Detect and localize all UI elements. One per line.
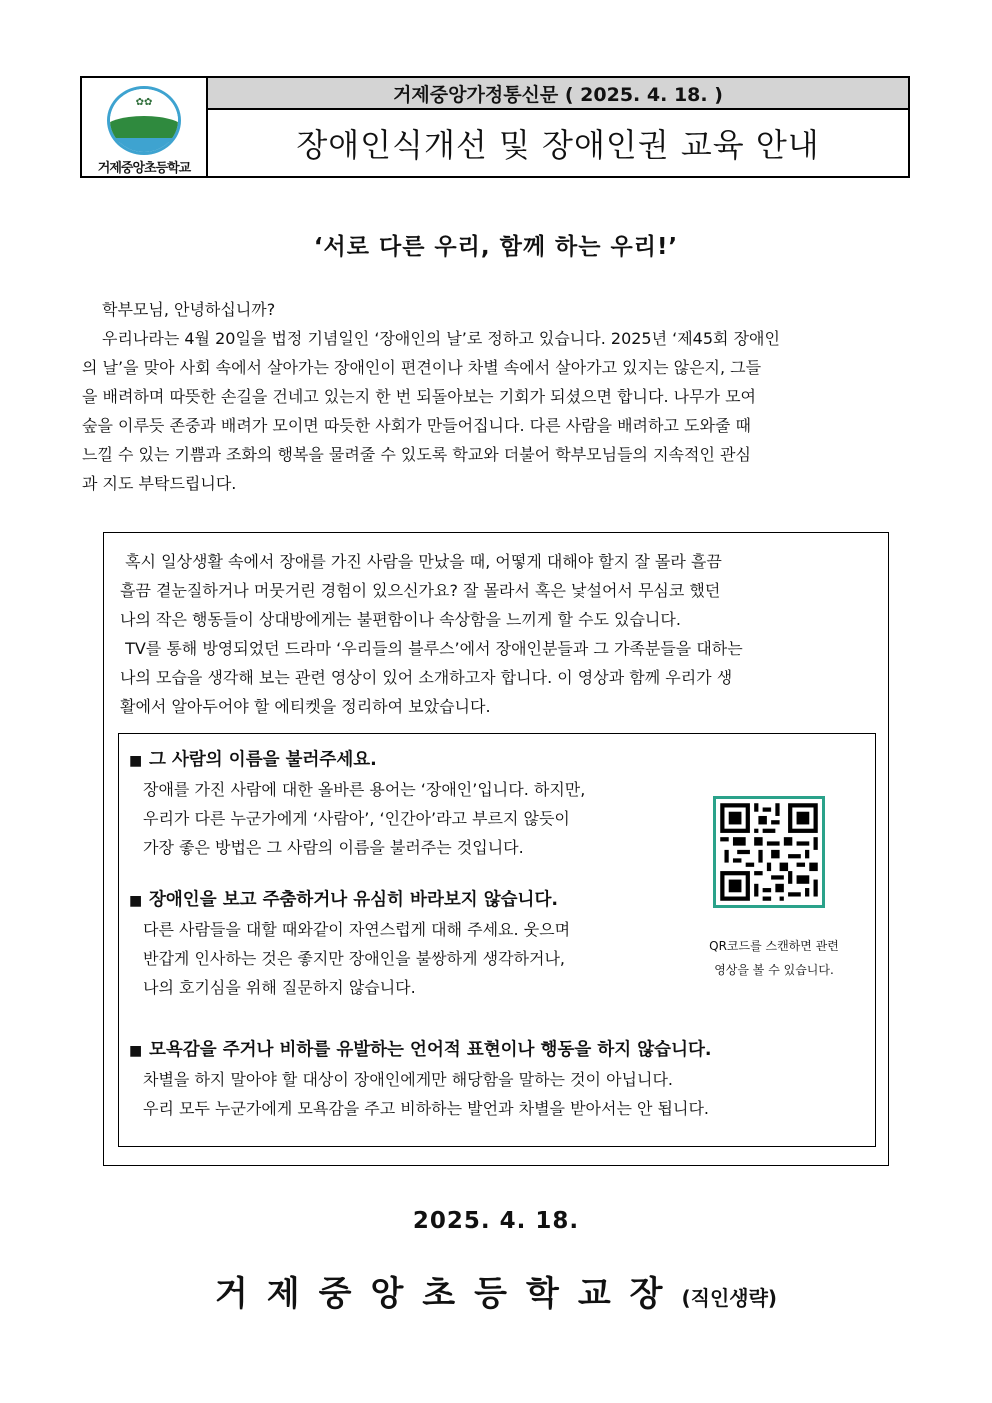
issue-date: 2025. 4. 18. (412, 1208, 580, 1234)
school-name-label: 거제중앙초등학교 (97, 161, 191, 176)
title-cell (208, 78, 908, 176)
page-title: 장애인식개선 및 장애인권 교육 안내 (296, 126, 820, 164)
greeting-line: 의 날’을 맞아 사회 속에서 살아가는 장애인이 편견이나 차별 속에서 살아가고 있지는 않은지, 그들 (82, 358, 762, 377)
intro-line: 혹시 일상생활 속에서 장애를 가진 사람을 만났을 때, 어떻게 대해야 할지 잘 몰라 흘끔 (120, 552, 722, 571)
qr-caption (679, 934, 869, 982)
intro-line: 흘끔 곁눈질하거나 머뭇거린 경험이 있으신가요? 잘 몰라서 혹은 낯설어서 무심코 했던 (120, 581, 721, 600)
etiquette-item (129, 886, 570, 1002)
etiquette-list-box (118, 733, 876, 1147)
school-logo-icon: ✿✿ (107, 86, 181, 155)
header-table (80, 76, 910, 178)
greeting-section (82, 295, 912, 498)
etiquette-item-line: 차별을 하지 말아야 할 대상이 장애인에게만 해당함을 말하는 것이 아닙니다. (143, 1070, 673, 1089)
principal-signature (0, 1266, 992, 1315)
square-bullet-icon: ■ (129, 753, 143, 769)
intro-line: 나의 작은 행동들이 상대방에게는 불편함이나 속상함을 느끼게 할 수도 있습니다. (120, 610, 681, 629)
etiquette-item-line: 다른 사람들을 대할 때와같이 자연스럽게 대해 주세요. 웃으며 (143, 920, 571, 939)
etiquette-item-line: 우리가 다른 누군가에게 ‘사람아’, ‘인간아’라고 부르지 않듯이 (143, 809, 570, 828)
square-bullet-icon: ■ (129, 893, 143, 909)
etiquette-item-line: 우리 모두 누군가에게 모욕감을 주고 비하하는 발언과 차별을 받아서는 안 됩니다. (143, 1099, 709, 1118)
etiquette-item-line: 가장 좋은 방법은 그 사람의 이름을 불러주는 것입니다. (143, 838, 524, 857)
seal-note: (직인생략) (681, 1286, 778, 1310)
etiquette-item-title: 그 사람의 이름을 불러주세요. (149, 750, 377, 770)
greeting-line: 느낄 수 있는 기쁨과 조화의 행복을 물려줄 수 있도록 학교와 더불어 학부모님들의 지속적인 관심 (82, 445, 751, 464)
greeting-line: 과 지도 부탁드립니다. (82, 474, 237, 493)
intro-line: 나의 모습을 생각해 보는 관련 영상이 있어 소개하고자 합니다. 이 영상과 함께 우리가 생 (120, 668, 733, 687)
etiquette-box (103, 532, 889, 1166)
intro-line: 활에서 알아두어야 할 에티켓을 정리하여 보았습니다. (120, 697, 491, 716)
intro-text (120, 547, 874, 721)
qr-code-icon[interactable] (713, 796, 825, 908)
etiquette-item-title: 장애인을 보고 주춤하거나 유심히 바라보지 않습니다. (149, 890, 559, 910)
slogan: ‘서로 다른 우리, 함께 하는 우리!’ (313, 234, 679, 260)
newsletter-line: 거제중앙가정통신문 ( 2025. 4. 18. ) (208, 78, 908, 110)
greeting-line: 을 배려하며 따뜻한 손길을 건네고 있는지 한 번 되돌아보는 기회가 되셨으면 합니다. 나무가 모여 (82, 387, 756, 406)
etiquette-item-line: 장애를 가진 사람에 대한 올바른 용어는 ‘장애인’입니다. 하지만, (143, 780, 586, 799)
qr-caption-line: QR코드를 스캔하면 관련 (709, 939, 839, 953)
etiquette-item-line: 반갑게 인사하는 것은 좋지만 장애인을 불쌍하게 생각하거나, (143, 949, 566, 968)
logo-cell (82, 78, 208, 176)
etiquette-item (129, 746, 585, 862)
square-bullet-icon: ■ (129, 1043, 143, 1059)
principal-name: 거제중앙초등학교장 (214, 1274, 682, 1314)
etiquette-item-line: 나의 호기심을 위해 질문하지 않습니다. (143, 978, 416, 997)
greeting-line: 숲을 이루듯 존중과 배려가 모이면 따듯한 사회가 만들어집니다. 다른 사람을 배려하고 도와줄 때 (82, 416, 751, 435)
qr-caption-line: 영상을 볼 수 있습니다. (714, 963, 834, 977)
etiquette-item-title: 모욕감을 주거나 비하를 유발하는 언어적 표현이나 행동을 하지 않습니다. (149, 1040, 712, 1060)
salutation: 학부모님, 안녕하십니까? (102, 300, 276, 319)
greeting-line: 우리나라는 4월 20일을 법정 기념일인 ‘장애인의 날’로 정하고 있습니다. 2025년 ‘제45회 장애인 (102, 329, 780, 348)
etiquette-item (129, 1036, 712, 1123)
intro-line: TV를 통해 방영되었던 드라마 ‘우리들의 블루스’에서 장애인분들과 그 가족분들을 대하는 (120, 639, 743, 658)
